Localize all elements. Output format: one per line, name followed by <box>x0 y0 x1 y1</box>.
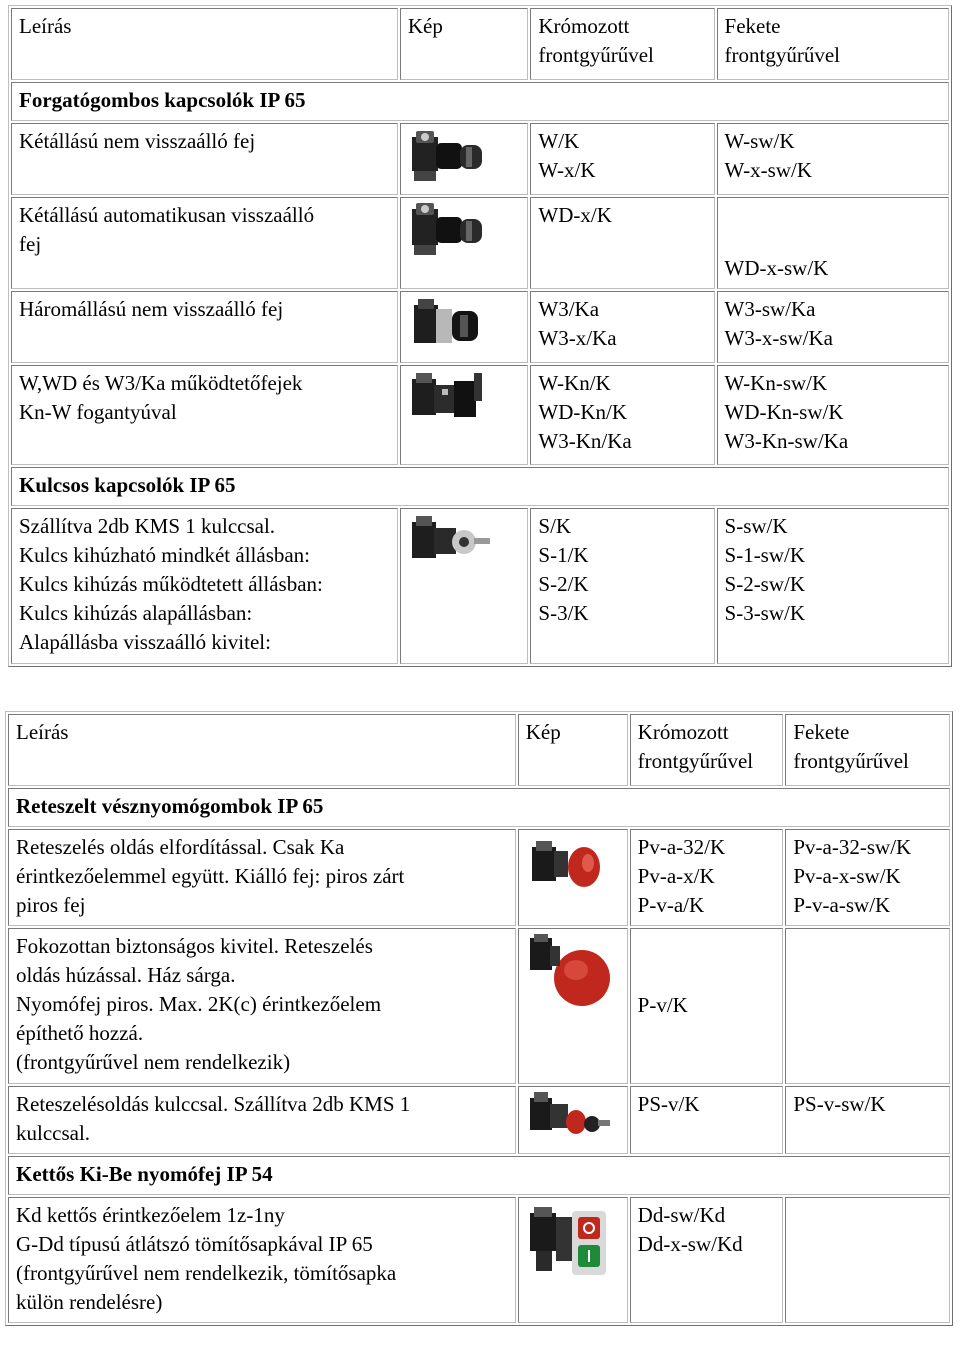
section-title: Kulcsos kapcsolók IP 65 <box>11 467 949 506</box>
chrome-codes: WD-x/K <box>530 197 714 289</box>
handle-switch-icon <box>408 369 488 431</box>
header-row <box>11 8 949 80</box>
rotary-switch-spring-icon <box>408 201 488 263</box>
table-row <box>8 928 950 1084</box>
product-image <box>400 365 529 465</box>
row-description: Szállítva 2db KMS 1 kulccsal. Kulcs kihúzható mindkét állásban: Kulcs kihúzás működtetett állásban: Kulcs kihúzás alapállásban: Alapállásba visszaálló kivitel: <box>11 508 398 664</box>
black-codes: Pv-a-32-sw/K Pv-a-x-sw/K P-v-a-sw/K <box>785 829 950 926</box>
black-codes <box>785 928 950 1084</box>
rotary-switch-table <box>8 5 952 667</box>
table-row <box>8 1086 950 1154</box>
chrome-codes: S/K S-1/K S-2/K S-3/K <box>530 508 714 664</box>
chrome-codes: W3/Ka W3-x/Ka <box>530 291 714 363</box>
black-codes: W-sw/K W-x-sw/K <box>717 123 949 195</box>
black-codes: W3-sw/Ka W3-x-sw/Ka <box>717 291 949 363</box>
product-image <box>518 1197 628 1323</box>
row-description: Kétállású nem visszaálló fej <box>11 123 398 195</box>
key-emergency-stop-icon <box>526 1090 612 1146</box>
product-image <box>518 928 628 1084</box>
header-kromozott: Krómozott frontgyűrűvel <box>530 8 714 80</box>
rotary-switch-3pos-icon <box>408 295 488 357</box>
section-title: Forgatógombos kapcsolók IP 65 <box>11 82 949 121</box>
emergency-stop-red-icon <box>526 833 606 903</box>
row-description: Reteszelésoldás kulccsal. Szállítva 2db KMS 1 kulccsal. <box>8 1086 516 1154</box>
black-codes <box>785 1197 950 1323</box>
double-pushbutton-icon <box>526 1201 612 1287</box>
emergency-button-table <box>5 711 953 1326</box>
row-description: Kétállású automatikusan visszaálló fej <box>11 197 398 289</box>
table-row <box>8 1197 950 1323</box>
chrome-codes: Pv-a-32/K Pv-a-x/K P-v-a/K <box>630 829 784 926</box>
black-codes: WD-x-sw/K <box>717 197 949 289</box>
product-image <box>400 123 529 195</box>
chrome-codes: Dd-sw/Kd Dd-x-sw/Kd <box>630 1197 784 1323</box>
header-kep: Kép <box>400 8 529 80</box>
table-row <box>11 197 949 289</box>
header-kep: Kép <box>518 714 628 786</box>
row-description: Fokozottan biztonságos kivitel. Reteszelés oldás húzással. Ház sárga. Nyomófej piros. Max. 2K(c) érintkezőelem építhető hozzá. (frontgyűrűvel nem rendelkezik) <box>8 928 516 1084</box>
header-leiras: Leírás <box>11 8 398 80</box>
rotary-switch-2pos-icon <box>408 127 488 189</box>
header-leiras: Leírás <box>8 714 516 786</box>
header-row <box>8 714 950 786</box>
chrome-codes: W-Kn/K WD-Kn/K W3-Kn/Ka <box>530 365 714 465</box>
row-description: Háromállású nem visszaálló fej <box>11 291 398 363</box>
table-row <box>11 123 949 195</box>
chrome-codes: P-v/K <box>630 928 784 1084</box>
table-row <box>11 508 949 664</box>
section-title: Kettős Ki-Be nyomófej IP 54 <box>8 1156 950 1195</box>
chrome-codes: W/K W-x/K <box>530 123 714 195</box>
table-row <box>11 291 949 363</box>
black-codes: PS-v-sw/K <box>785 1086 950 1154</box>
key-switch-icon <box>408 512 492 574</box>
table-row <box>11 365 949 465</box>
header-kromozott: Krómozott frontgyűrűvel <box>630 714 784 786</box>
product-image <box>400 197 529 289</box>
header-fekete: Fekete frontgyűrűvel <box>785 714 950 786</box>
product-image <box>400 291 529 363</box>
row-description: Kd kettős érintkezőelem 1z-1ny G-Dd típusú átlátszó tömítősapkával IP 65 (frontgyűrűvel nem rendelkezik, tömítősapka külön rendelésre) <box>8 1197 516 1323</box>
product-image <box>400 508 529 664</box>
product-image <box>518 829 628 926</box>
row-description: W,WD és W3/Ka működtetőfejek Kn-W fogantyúval <box>11 365 398 465</box>
table-row <box>8 829 950 926</box>
emergency-stop-large-icon <box>526 932 612 1012</box>
product-image <box>518 1086 628 1154</box>
chrome-codes: PS-v/K <box>630 1086 784 1154</box>
black-codes: S-sw/K S-1-sw/K S-2-sw/K S-3-sw/K <box>717 508 949 664</box>
section-title: Reteszelt vésznyomógombok IP 65 <box>8 788 950 827</box>
header-fekete: Fekete frontgyűrűvel <box>717 8 949 80</box>
black-codes: W-Kn-sw/K WD-Kn-sw/K W3-Kn-sw/Ka <box>717 365 949 465</box>
row-description: Reteszelés oldás elfordítással. Csak Ka érintkezőelemmel együtt. Kiálló fej: piros zárt piros fej <box>8 829 516 926</box>
